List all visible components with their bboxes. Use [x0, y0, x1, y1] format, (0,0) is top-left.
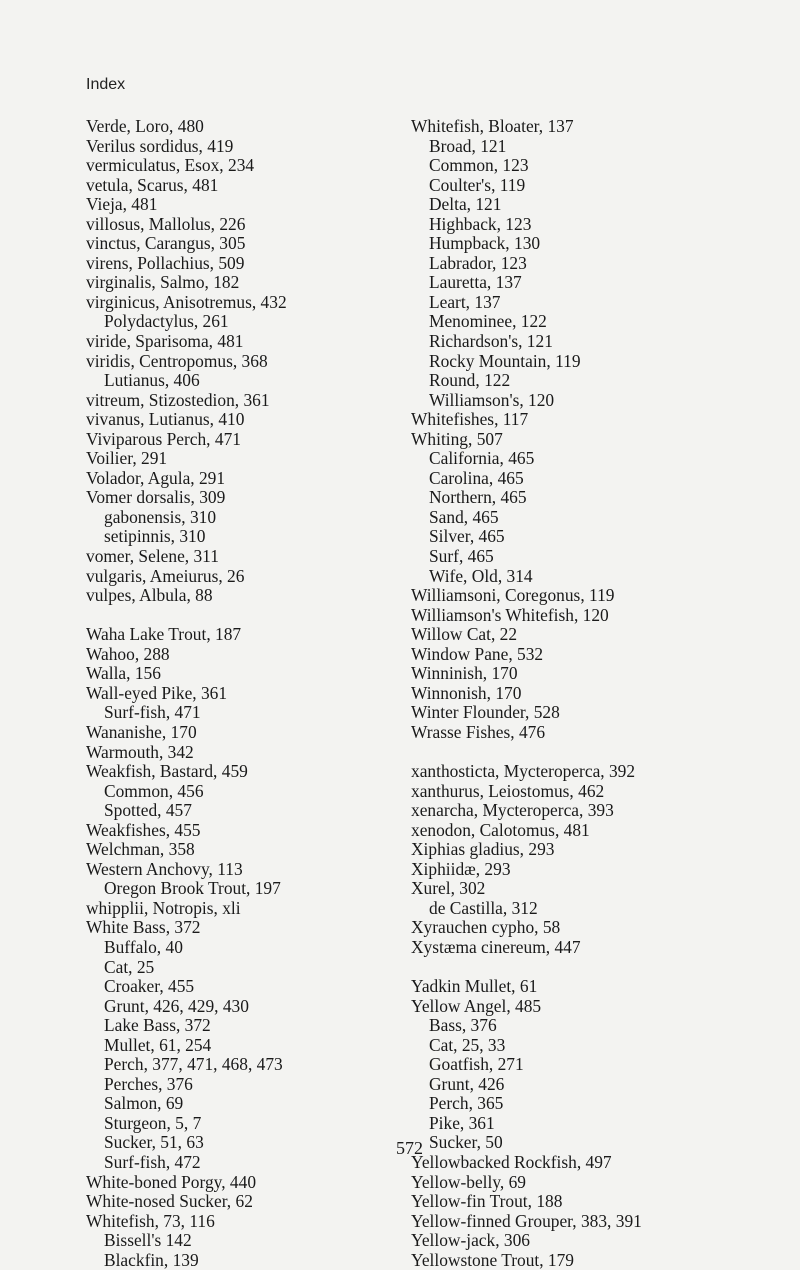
index-entry: gabonensis, 310 [104, 506, 217, 527]
index-entry: Williamson's Whitefish, 120 [411, 604, 609, 625]
index-entry: xanthosticta, Mycteroperca, 392 [411, 761, 636, 782]
index-entry: xenarcha, Mycteroperca, 393 [411, 800, 614, 821]
index-entry: Bass, 376 [429, 1015, 497, 1036]
index-entry: Perches, 376 [104, 1073, 193, 1094]
index-entry: Croaker, 455 [104, 976, 195, 997]
index-entry: Xyrauchen cypho, 58 [411, 917, 561, 938]
index-entry: Grunt, 426, 429, 430 [104, 995, 249, 1016]
index-entry: Lake Bass, 372 [104, 1015, 211, 1036]
index-entry: Waha Lake Trout, 187 [86, 624, 242, 645]
index-entry: Yellow-belly, 69 [411, 1171, 526, 1192]
index-entry: Wall-eyed Pike, 361 [86, 682, 228, 703]
index-entry: Silver, 465 [429, 526, 505, 547]
index-entry: vomer, Selene, 311 [86, 546, 219, 567]
index-entry: Vieja, 481 [86, 194, 158, 215]
index-entry: Wrasse Fishes, 476 [411, 721, 546, 742]
index-entry: Window Pane, 532 [411, 643, 544, 664]
index-entry: vetula, Scarus, 481 [86, 174, 219, 195]
index-entry: Round, 122 [429, 370, 511, 391]
index-entry: Williamson's, 120 [429, 389, 555, 410]
index-entry: Whitefishes, 117 [411, 409, 529, 430]
index-entry: Xystæma cinereum, 447 [411, 936, 581, 957]
index-entry: Common, 123 [429, 155, 529, 176]
page-header: Index [86, 76, 126, 93]
index-entry: Lutianus, 406 [104, 370, 200, 391]
index-entry: setipinnis, 310 [104, 526, 206, 547]
index-entry: whipplii, Notropis, xli [86, 897, 241, 918]
index-entry: Wife, Old, 314 [429, 565, 533, 586]
index-entry: vulgaris, Ameiurus, 26 [86, 565, 245, 586]
index-entry: Xiphiidæ, 293 [411, 858, 511, 879]
index-entry: California, 465 [429, 448, 535, 469]
index-entry: Whitefish, 73, 116 [86, 1210, 215, 1231]
index-entry: Perch, 365 [429, 1093, 504, 1114]
index-entry: Whitefish, Bloater, 137 [411, 116, 574, 136]
index-entry: Common, 456 [104, 780, 204, 801]
index-entry: Weakfish, Bastard, 459 [86, 761, 248, 782]
index-entry: Yellow Angel, 485 [411, 995, 542, 1016]
index-entry: Sturgeon, 5, 7 [104, 1112, 202, 1133]
index-entry: Yellow-jack, 306 [411, 1230, 530, 1251]
index-entry: Wahoo, 288 [86, 643, 170, 664]
index-entry: Walla, 156 [86, 663, 161, 684]
index-entry: Salmon, 69 [104, 1093, 184, 1114]
index-entry: xenodon, Calotomus, 481 [411, 819, 590, 840]
index-entry: de Castilla, 312 [429, 897, 538, 918]
index-entry: virginicus, Anisotremus, 432 [86, 291, 287, 312]
index-entry: Leart, 137 [429, 291, 501, 312]
index-entry: Pike, 361 [429, 1112, 495, 1133]
index-entry: White-boned Porgy, 440 [86, 1171, 257, 1192]
index-entry: Volador, Agula, 291 [86, 467, 226, 488]
index-entry: Blackfin, 139 [104, 1249, 199, 1270]
index-entry: Humpback, 130 [429, 233, 541, 254]
index-entry: White Bass, 372 [86, 917, 201, 938]
index-entry: Northern, 465 [429, 487, 527, 508]
index-entry: Western Anchovy, 113 [86, 858, 243, 879]
index-entry: Broad, 121 [429, 135, 507, 156]
index-entry: Sucker, 50 [429, 1132, 503, 1153]
index-entry: virginalis, Salmo, 182 [86, 272, 240, 293]
index-entry: xanthurus, Leiostomus, 462 [411, 780, 605, 801]
index-entry: Surf-fish, 472 [104, 1151, 201, 1172]
index-entry: Surf, 465 [429, 546, 494, 567]
index-column-right [411, 117, 642, 1270]
index-entry: Yellow-fin Trout, 188 [411, 1191, 563, 1212]
index-entry: Grunt, 426 [429, 1073, 505, 1094]
index-entry: Willow Cat, 22 [411, 624, 518, 645]
index-entry: Cat, 25 [104, 956, 155, 977]
index-entry: Winninish, 170 [411, 663, 518, 684]
index-entry: Winnonish, 170 [411, 682, 522, 703]
index-entry: Surf-fish, 471 [104, 702, 201, 723]
index-entry: White-nosed Sucker, 62 [86, 1191, 253, 1212]
index-entry: vitreum, Stizostedion, 361 [86, 389, 270, 410]
index-entry: Menominee, 122 [429, 311, 547, 332]
index-entry: Verde, Loro, 480 [86, 116, 204, 136]
index-entry: Verilus sordidus, 419 [86, 135, 234, 156]
index-entry: Sucker, 51, 63 [104, 1132, 204, 1153]
index-column-left [86, 117, 287, 1270]
index-entry: Delta, 121 [429, 194, 502, 215]
index-entry: Welchman, 358 [86, 839, 195, 860]
index-entry: viride, Sparisoma, 481 [86, 331, 244, 352]
index-entry: Warmouth, 342 [86, 741, 194, 762]
index-entry: Oregon Brook Trout, 197 [104, 878, 281, 899]
index-entry: Rocky Mountain, 119 [429, 350, 581, 371]
index-entry: Cat, 25, 33 [429, 1034, 506, 1055]
index-entry: Voilier, 291 [86, 448, 168, 469]
index-entry: Perch, 377, 471, 468, 473 [104, 1054, 283, 1075]
index-entry: vulpes, Albula, 88 [86, 585, 213, 606]
index-entry: Yellowstone Trout, 179 [411, 1249, 575, 1270]
index-entry: Williamsoni, Coregonus, 119 [411, 585, 615, 606]
index-entry: virens, Pollachius, 509 [86, 252, 245, 273]
index-entry: Whiting, 507 [411, 428, 503, 449]
page-number: 572 [396, 1138, 423, 1158]
index-entry: Yellow-finned Grouper, 383, 391 [411, 1210, 642, 1231]
index-entry: Labrador, 123 [429, 252, 527, 273]
index-entry: Goatfish, 271 [429, 1054, 524, 1075]
index-entry: vinctus, Carangus, 305 [86, 233, 246, 254]
index-entry: Xiphias gladius, 293 [411, 839, 555, 860]
index-entry: Winter Flounder, 528 [411, 702, 560, 723]
index-entry: Wananishe, 170 [86, 721, 197, 742]
index-entry: Yellowbacked Rockfish, 497 [411, 1151, 612, 1172]
index-entry: villosus, Mallolus, 226 [86, 213, 246, 234]
index-entry: Mullet, 61, 254 [104, 1034, 212, 1055]
index-entry: Lauretta, 137 [429, 272, 522, 293]
index-entry: Bissell's 142 [104, 1230, 192, 1251]
index-entry: Yadkin Mullet, 61 [411, 976, 538, 997]
index-entry: Vomer dorsalis, 309 [86, 487, 226, 508]
index-entry: Viviparous Perch, 471 [86, 428, 241, 449]
index-entry: Sand, 465 [429, 506, 499, 527]
index-entry: Buffalo, 40 [104, 936, 183, 957]
index-entry: Richardson's, 121 [429, 331, 553, 352]
index-entry: vivanus, Lutianus, 410 [86, 409, 245, 430]
index-entry: viridis, Centropomus, 368 [86, 350, 268, 371]
index-entry: Spotted, 457 [104, 800, 192, 821]
index-entry: Coulter's, 119 [429, 174, 526, 195]
index-entry: vermiculatus, Esox, 234 [86, 155, 255, 176]
index-entry: Polydactylus, 261 [104, 311, 229, 332]
index-entry: Carolina, 465 [429, 467, 524, 488]
index-entry: Highback, 123 [429, 213, 532, 234]
index-entry: Xurel, 302 [411, 878, 486, 899]
index-entry: Weakfishes, 455 [86, 819, 201, 840]
